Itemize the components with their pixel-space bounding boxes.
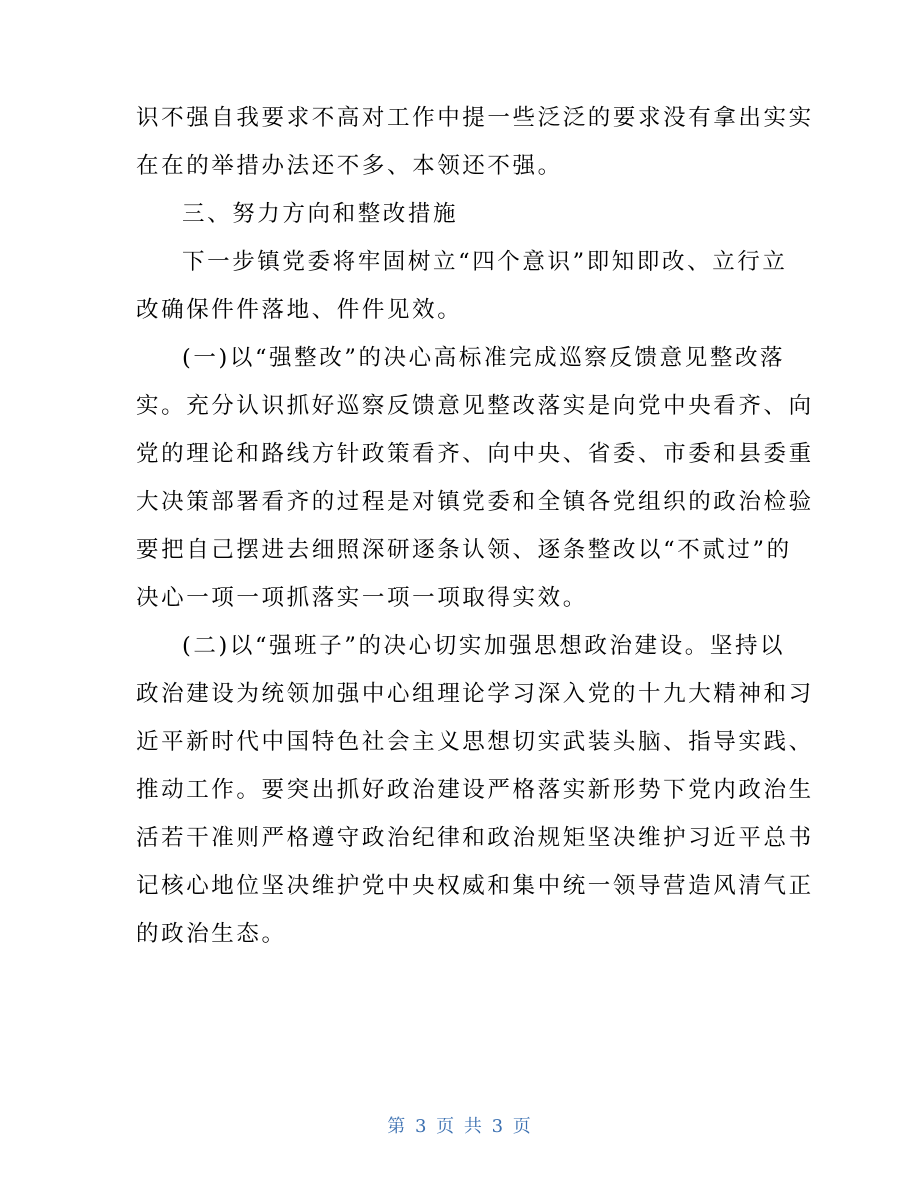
subsection-heading-2: (二)以“强班子”的决心切实加强思想政治建设。坚持以	[182, 633, 786, 659]
body-line-continuation: 大决策部署看齐的过程是对镇党委和全镇各党组织的政治检验	[136, 489, 814, 515]
body-line-continuation: 近平新时代中国特色社会主义思想切实武装头脑、指导实践、	[136, 729, 814, 755]
body-line-continuation: 活若干准则严格遵守政治纪律和政治规矩坚决维护习近平总书	[136, 825, 814, 851]
body-line-continuation: 在在的举措办法还不多、本领还不强。	[136, 153, 563, 179]
paragraph-line-start: 下一步镇党委将牢固树立“四个意识”即知即改、立行立	[182, 249, 788, 275]
body-line-continuation: 要把自己摆进去细照深研逐条认领、逐条整改以“不贰过”的	[136, 537, 792, 563]
section-heading: 三、努力方向和整改措施	[182, 201, 459, 227]
subsection-heading-1: (一)以“强整改”的决心高标准完成巡察反馈意见整改落	[182, 345, 786, 371]
body-line-continuation: 识不强自我要求不高对工作中提一些泛泛的要求没有拿出实实	[136, 105, 814, 131]
body-line-continuation: 政治建设为统领加强中心组理论学习深入党的十九大精神和习	[136, 681, 814, 707]
body-line-continuation: 记核心地位坚决维护党中央权威和集中统一领导营造风清气正	[136, 873, 814, 899]
body-line-continuation: 实。充分认识抓好巡察反馈意见整改落实是向党中央看齐、向	[136, 393, 814, 419]
body-line-continuation: 决心一项一项抓落实一项一项取得实效。	[136, 585, 588, 611]
document-body	[136, 94, 814, 958]
body-line-continuation: 改确保件件落地、件件见效。	[136, 297, 463, 323]
body-line-continuation: 推动工作。要突出抓好政治建设严格落实新形势下党内政治生	[136, 777, 814, 803]
page-number-footer: 第 3 页 共 3 页	[387, 1116, 533, 1137]
body-line-continuation: 党的理论和路线方针政策看齐、向中央、省委、市委和县委重	[136, 441, 814, 467]
body-line-continuation: 的政治生态。	[136, 921, 287, 947]
